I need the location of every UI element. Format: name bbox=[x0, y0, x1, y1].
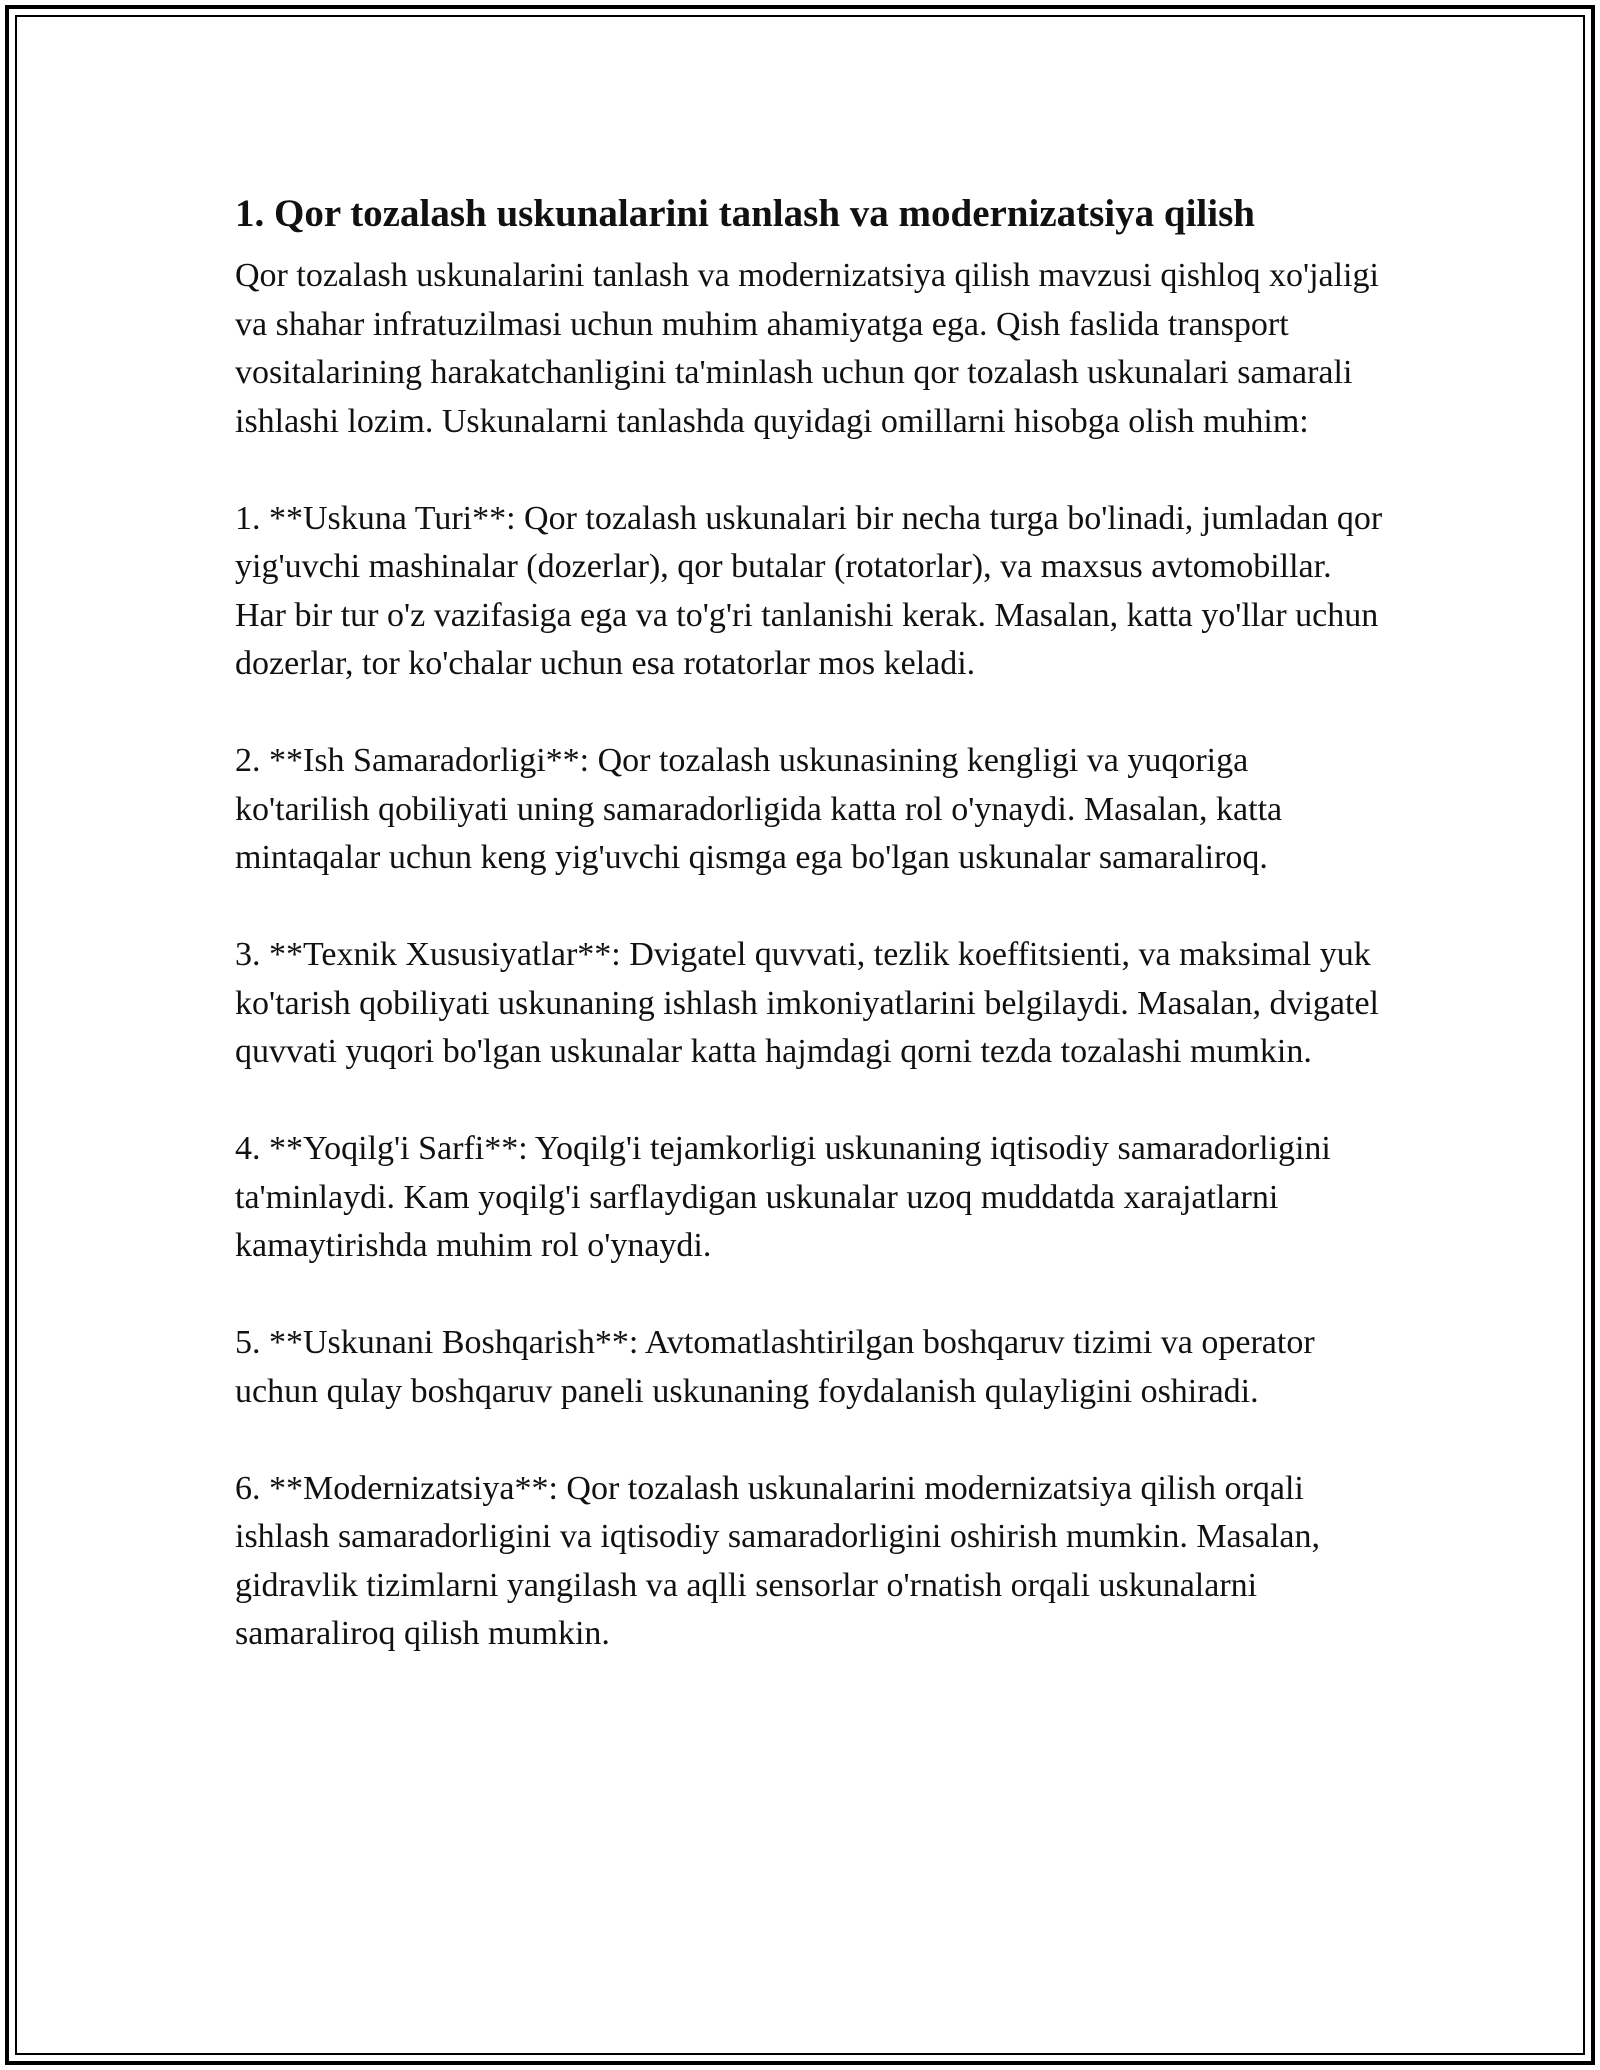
document-body bbox=[235, 188, 1385, 1659]
document-title: 1. Qor tozalash uskunalarini tanlash va modernizatsiya qilish bbox=[235, 192, 1255, 235]
list-item-yoqilgi-sarfi: 4. **Yoqilg'i Sarfi**: Yoqilg'i tejamkorligi uskunaning iqtisodiy samaradorligini ta'minlaydi. Kam yoqilg'i sarflaydigan uskunalar uzoq muddatda xarajatlarni kamaytirishda muhim rol o'ynaydi. bbox=[235, 1130, 1331, 1264]
list-item-modernizatsiya: 6. **Modernizatsiya**: Qor tozalash uskunalarini modernizatsiya qilish orqali ishlash samaradorligini va iqtisodiy samaradorligini oshirish mumkin. Masalan, gidravlik tizimlarni yangilash va aqlli sensorlar o'rnatish orqali uskunalarni samaraliroq qilish mumkin. bbox=[235, 1469, 1321, 1652]
list-item-ish-samaradorligi: 2. **Ish Samaradorligi**: Qor tozalash uskunasining kengligi va yuqoriga ko'tarilish qobiliyati uning samaradorligida katta rol o'ynaydi. Masalan, katta mintaqalar uchun keng yig'uvchi qismga ega bo'lgan uskunalar samaraliroq. bbox=[235, 742, 1283, 876]
list-item-uskunani-boshqarish: 5. **Uskunani Boshqarish**: Avtomatlashtirilgan boshqaruv tizimi va operator uchun qulay boshqaruv paneli uskunaning foydalanish qulayligini oshiradi. bbox=[235, 1324, 1315, 1410]
list-item-uskuna-turi: 1. **Uskuna Turi**: Qor tozalash uskunalari bir necha turga bo'linadi, jumladan qor yig'uvchi mashinalar (dozerlar), qor butalar (rotatorlar), va maxsus avtomobillar. Har bir tur o'z vazifasiga ega va to'g'ri tanlanishi kerak. Masalan, katta yo'llar uchun dozerlar, tor ko'chalar uchun esa rotatorlar mos keladi. bbox=[235, 499, 1383, 682]
list-item-texnik-xususiyatlar: 3. **Texnik Xususiyatlar**: Dvigatel quvvati, tezlik koeffitsienti, va maksimal yuk ko'tarish qobiliyati uskunaning ishlash imkoniyatlarini belgilaydi. Masalan, dvigatel quvvati yuqori bo'lgan uskunalar katta hajmdagi qorni tezda tozalashi mumkin. bbox=[235, 936, 1379, 1070]
intro-paragraph: Qor tozalash uskunalarini tanlash va modernizatsiya qilish mavzusi qishloq xo'jaligi va shahar infratuzilmasi uchun muhim ahamiyatga ega. Qish faslida transport vositalarining harakatchanligini ta'minlash uchun qor tozalash uskunalari samarali ishlashi lozim. Uskunalarni tanlashda quyidagi omillarni hisobga olish muhim: bbox=[235, 257, 1379, 440]
